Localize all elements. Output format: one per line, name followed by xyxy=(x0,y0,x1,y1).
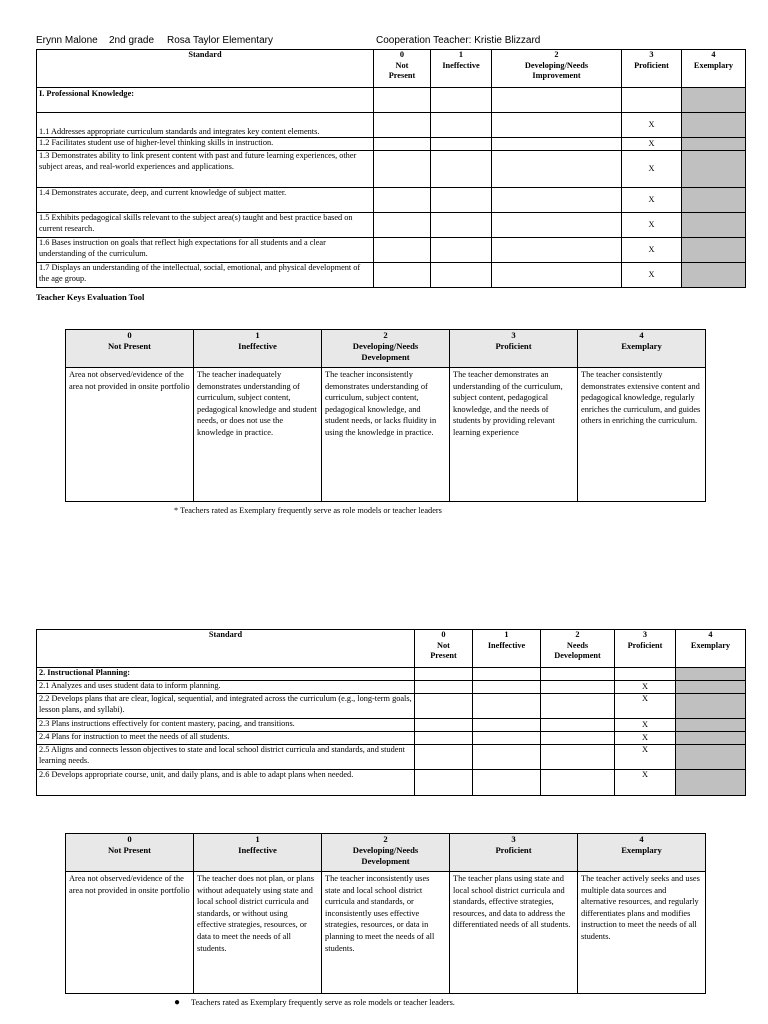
column-header-standard: Standard xyxy=(37,630,415,668)
rating-mark: X xyxy=(622,151,682,188)
standard-text: 1.4 Demonstrates accurate, deep, and current knowledge of subject matter. xyxy=(37,188,374,213)
table-row xyxy=(37,770,746,796)
rating-mark: X xyxy=(615,732,676,745)
bullet-icon: ● xyxy=(174,997,181,1008)
rubric-header-exemplary: 4 Exemplary xyxy=(578,834,706,872)
section-row xyxy=(37,88,746,113)
footnote: * Teachers rated as Exemplary frequently serve as role models or teacher leaders xyxy=(174,506,442,515)
instructional-planning-table xyxy=(36,629,746,796)
table-row xyxy=(37,213,746,238)
rating-mark: X xyxy=(615,770,676,796)
rubric-header-developing: 2 Developing/Needs Development xyxy=(322,834,450,872)
student-name: Erynn Malone xyxy=(36,35,98,46)
footnote: Teachers rated as Exemplary frequently serve as role models or teacher leaders. xyxy=(191,998,455,1007)
standard-text: 2.6 Develops appropriate course, unit, and daily plans, and is able to adapt plans when needed. xyxy=(37,770,415,796)
table-row xyxy=(37,719,746,732)
rubric-cell: The teacher inconsistently demonstrates understanding of curriculum, subject content, pedagogical knowledge, and student needs, or lacks fluidity in using the knowledge in practice. xyxy=(322,368,450,502)
rubric-cell: The teacher does not plan, or plans without adequately using state and local school district curricula and standards, or without using effective strategies, resources, or data to meet the needs of all students. xyxy=(194,872,322,994)
column-header-ineffective: 1 Ineffective xyxy=(431,50,492,88)
rubric-cell: The teacher actively seeks and uses multiple data sources and alternative resources, and regularly differentiates plans and modifies instruction to meet the needs of all students. xyxy=(578,872,706,994)
rubric-cell: The teacher inadequately demonstrates understanding of curriculum, subject content, pedagogical knowledge and student needs, or does not use the knowledge in practice. xyxy=(194,368,322,502)
grade-level: 2nd grade xyxy=(109,35,155,46)
rubric-header-ineffective: 1 Ineffective xyxy=(194,834,322,872)
rubric-header-ineffective: 1 Ineffective xyxy=(194,330,322,368)
rating-mark: X xyxy=(622,238,682,263)
rubric-cell: Area not observed/evidence of the area not provided in onsite portfolio xyxy=(66,872,194,994)
rating-mark: X xyxy=(615,681,676,694)
rubric-cell: Area not observed/evidence of the area not provided in onsite portfolio xyxy=(66,368,194,502)
table-row xyxy=(37,745,746,770)
rating-mark: X xyxy=(622,213,682,238)
rating-mark: X xyxy=(622,138,682,151)
professional-knowledge-rubric xyxy=(65,329,706,502)
standard-text: 1.7 Displays an understanding of the intellectual, social, emotional, and physical development of the age group. xyxy=(37,263,374,288)
rubric-cell: The teacher inconsistently uses state and local school district curricula and standards, or inconsistently uses effective strategies, resources, or data in planning to meet the needs of all students. xyxy=(322,872,450,994)
rating-mark: X xyxy=(615,694,676,719)
column-header-not-present: 0 Not Present xyxy=(415,630,473,668)
column-header-exemplary: 4 Exemplary xyxy=(676,630,746,668)
rubric-cell: The teacher consistently demonstrates extensive content and pedagogical knowledge, regularly enriches the curriculum, and guides others in enriching the curriculum. xyxy=(578,368,706,502)
standard-text: 2.5 Aligns and connects lesson objectives to state and local school district curricula and standards, and student learning needs. xyxy=(37,745,415,770)
rating-mark: X xyxy=(622,188,682,213)
section-title: 2. Instructional Planning: xyxy=(37,668,415,681)
standard-text: 2.2 Develops plans that are clear, logical, sequential, and integrated across the curriculum (e.g., long-term goals, lesson plans, and syllabi). xyxy=(37,694,415,719)
rubric-header-proficient: 3 Proficient xyxy=(450,330,578,368)
rubric-header-exemplary: 4 Exemplary xyxy=(578,330,706,368)
section-row xyxy=(37,668,746,681)
column-header-ineffective: 1 Ineffective xyxy=(473,630,541,668)
table-row xyxy=(37,151,746,188)
column-header-developing: 2 Developing/Needs Improvement xyxy=(492,50,622,88)
standard-text: 2.1 Analyzes and uses student data to inform planning. xyxy=(37,681,415,694)
table-row xyxy=(37,732,746,745)
table-row xyxy=(37,238,746,263)
table-row xyxy=(37,681,746,694)
table-row xyxy=(37,138,746,151)
rubric-header-not-present: 0 Not Present xyxy=(66,330,194,368)
rating-mark: X xyxy=(622,113,682,138)
rating-mark: X xyxy=(615,745,676,770)
cooperation-teacher: Cooperation Teacher: Kristie Blizzard xyxy=(376,35,541,46)
column-header-standard: Standard xyxy=(37,50,374,88)
standard-text: 1.6 Bases instruction on goals that reflect high expectations for all students and a clear understanding of the curriculum. xyxy=(37,238,374,263)
rating-mark: X xyxy=(615,719,676,732)
rubric-cell: The teacher plans using state and local school district curricula and standards, effective strategies, resources, and data to address the differentiated needs of all students. xyxy=(450,872,578,994)
table-row xyxy=(37,113,746,138)
standard-text: 2.3 Plans instructions effectively for content mastery, pacing, and transitions. xyxy=(37,719,415,732)
table-row xyxy=(37,263,746,288)
column-header-needs-development: 2 Needs Development xyxy=(541,630,615,668)
column-header-proficient: 3 Proficient xyxy=(615,630,676,668)
rubric-header-proficient: 3 Proficient xyxy=(450,834,578,872)
standard-text: 1.3 Demonstrates ability to link present content with past and future learning experiences, other subject areas, and real-world experiences and applications. xyxy=(37,151,374,188)
rubric-header-developing: 2 Developing/Needs Development xyxy=(322,330,450,368)
school-name: Rosa Taylor Elementary xyxy=(167,35,273,46)
standard-text: 1.1 Addresses appropriate curriculum standards and integrates key content elements. xyxy=(37,113,374,138)
professional-knowledge-table xyxy=(36,49,746,288)
document-header xyxy=(36,35,746,48)
column-header-not-present: 0 Not Present xyxy=(374,50,431,88)
table-row xyxy=(37,188,746,213)
rubric-cell: The teacher demonstrates an understanding of the curriculum, subject content, pedagogical knowledge, and the needs of students by providing relevant learning experience xyxy=(450,368,578,502)
table-row xyxy=(37,694,746,719)
standard-text: 2.4 Plans for instruction to meet the needs of all students. xyxy=(37,732,415,745)
rubric-header-not-present: 0 Not Present xyxy=(66,834,194,872)
column-header-proficient: 3 Proficient xyxy=(622,50,682,88)
evaluation-tool-caption: Teacher Keys Evaluation Tool xyxy=(36,292,145,302)
standard-text: 1.5 Exhibits pedagogical skills relevant to the subject area(s) taught and best practice based on current research. xyxy=(37,213,374,238)
column-header-exemplary: 4 Exemplary xyxy=(682,50,746,88)
section-title: I. Professional Knowledge: xyxy=(37,88,374,113)
standard-text: 1.2 Facilitates student use of higher-level thinking skills in instruction. xyxy=(37,138,374,151)
instructional-planning-rubric xyxy=(65,833,706,994)
rating-mark: X xyxy=(622,263,682,288)
